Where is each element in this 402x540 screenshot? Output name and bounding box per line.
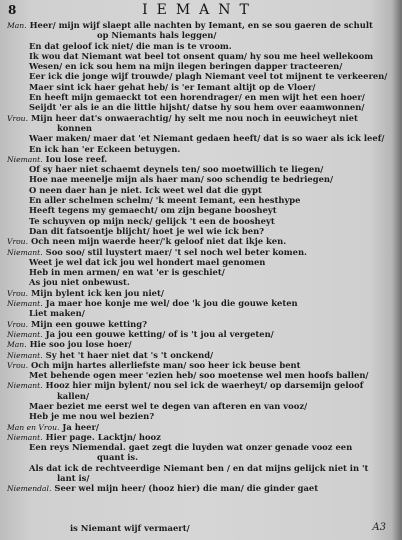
line-text: Hooz hier mijn bylent/ nou sel ick de waerheyt/ op darsemijn geloof	[45, 380, 364, 391]
line-text: Te schuyven op mijn neck/ gelijck 't een de boosheyt	[29, 215, 275, 226]
line-text: Hie soo jou lose hoer/	[29, 339, 132, 350]
line-text: En aller schelmen schelm/ 'k meent Iemant, een hesthype	[29, 195, 301, 206]
speaker-name: Vrou.	[7, 319, 28, 329]
text-line	[7, 164, 390, 174]
line-text: Eer ick die jonge wijf trouwde/ plagh Niemant veel tot mijnent te verkeeren/	[29, 71, 388, 82]
signature-mark: A3	[372, 522, 386, 533]
speaker-name: Man.	[7, 340, 27, 350]
line-text: Hoe nae meenelje mijn als haer man/ soo schendig te bedriegen/	[29, 174, 334, 185]
line-text: Ja maer hoe konje me wel/ doe 'k jou die gouwe keten	[45, 298, 298, 309]
line-text: Met behende ogen meer 'ezien heb/ soo moetense wel men hoofs ballen/	[29, 370, 369, 381]
text-line	[7, 473, 390, 483]
text-line	[7, 113, 390, 123]
speaker-name: Niemendal.	[7, 484, 52, 494]
text-line	[7, 298, 390, 308]
text-line	[7, 123, 390, 133]
text-line	[7, 442, 390, 452]
line-text: Iou lose reef.	[45, 153, 108, 164]
text-line	[7, 133, 390, 143]
speaker-name: Niemant.	[7, 299, 43, 309]
line-text: lant is/	[57, 473, 90, 484]
text-line	[7, 195, 390, 205]
text-line	[7, 339, 390, 349]
speaker-name: Vrou.	[7, 113, 28, 123]
text-line	[7, 463, 390, 473]
speaker-name: Niemant.	[7, 247, 43, 257]
line-text: Weet je wel dat ick jou wel hondert mael genomen	[29, 256, 266, 267]
page-gutter-shadow	[392, 0, 402, 540]
line-text: En dat geloof ick niet/ die man is te vroom.	[29, 40, 232, 51]
text-line	[7, 360, 390, 370]
text-line	[7, 350, 390, 360]
line-text: Mijn een gouwe ketting?	[31, 318, 148, 329]
line-text: Hier page. Lacktjn/ hooz	[45, 431, 161, 442]
text-line	[7, 319, 390, 329]
line-text: Och mijn hartes allerliefste man/ soo heer ick beuse bent	[31, 359, 301, 370]
line-text: Sy het 't haer niet dat 's 't onckend/	[45, 349, 214, 360]
line-text: Seer wel mijn heer/ (hooz hier) die man/ die ginder gaet	[54, 483, 319, 494]
speaker-name: Vrou.	[7, 288, 28, 298]
line-text: Maer beziet me eerst wel te degen van afteren en van vooz/	[29, 400, 308, 411]
line-text: konnen	[57, 122, 92, 133]
line-text: En ick han 'er Eckeen betuygen.	[29, 143, 181, 154]
line-text: Als dat ick de rechtveerdige Niemant ben / en dat mijns gelijck niet in 't	[29, 462, 369, 473]
line-text: En heeft mijn gemaeckt tot een horendrager/ en men wijt het een hoer/	[29, 92, 365, 103]
speaker-name: Niemant.	[7, 381, 43, 391]
text-line	[7, 92, 390, 102]
text-line	[7, 82, 390, 92]
line-text: Een reys Niemendal. gaet zegt die luyden wat onzer genade vooz een	[29, 442, 353, 453]
line-text: Maer sint ick haer gehat heb/ is 'er Iemant altijt op de Vloer/	[29, 81, 316, 92]
line-text: Wesen/ en ick sou hem na mijn ilegen beringen dapper tracteeren/	[29, 61, 343, 72]
text-line	[7, 61, 390, 71]
line-text: Mijn heer dat's onwaerachtig/ hy selt me nou noch in eeuwicheyt niet	[31, 112, 358, 123]
text-line	[7, 452, 390, 462]
line-text: Ja heer/	[62, 421, 99, 432]
text-line	[7, 247, 390, 257]
line-text: Ik wou dat Niemant wat beel tot onsent quam/ hy sou me heel wellekoom	[29, 50, 374, 61]
speaker-name: Vrou.	[7, 237, 28, 247]
page-header	[8, 3, 392, 19]
line-text: kallen/	[57, 390, 90, 401]
text-body	[7, 20, 390, 494]
text-line	[7, 277, 390, 287]
speaker-name: Niemant.	[7, 350, 43, 360]
line-text: quant is.	[97, 452, 139, 463]
text-line	[7, 20, 390, 30]
speaker-name: Man en Vrou.	[7, 422, 60, 432]
line-text: Waer maken/ maer dat 'et Niemant gedaen heeft/ dat is so waer als ick leef/	[29, 133, 385, 144]
text-line	[7, 370, 390, 380]
speaker-name: Niemant.	[7, 432, 43, 442]
line-text: Ja jou een gouwe ketting/ of is 't jou al vergeten/	[45, 328, 274, 339]
text-line	[7, 401, 390, 411]
line-text: Och neen mijn waerde heer/'k geloof niet dat ikje ken.	[31, 236, 287, 247]
line-text: Soo soo/ stil luystert maer/ 't sel noch wel beter komen.	[45, 246, 307, 257]
text-line	[7, 71, 390, 81]
line-text: As jou niet onbewust.	[29, 277, 130, 288]
line-text: Heeft tegens my gemaecht/ om zijn begane boosheyt	[29, 205, 277, 216]
text-line	[7, 144, 390, 154]
text-line	[7, 288, 390, 298]
running-title: IEMANT	[142, 2, 258, 18]
text-line	[7, 30, 390, 40]
line-text: Mijn bylent ick ken jou niet/	[31, 287, 164, 298]
text-line	[7, 308, 390, 318]
text-line	[7, 329, 390, 339]
text-line	[7, 174, 390, 184]
text-line	[7, 391, 390, 401]
speaker-name: Man.	[7, 21, 27, 30]
text-line	[7, 102, 390, 112]
text-line	[7, 185, 390, 195]
line-text: Heb in men armen/ en wat 'er is geschiet/	[29, 267, 225, 278]
text-line	[7, 205, 390, 215]
text-line	[7, 226, 390, 236]
text-line	[7, 411, 390, 421]
text-line	[7, 51, 390, 61]
line-text: Heb je me nou wel bezien?	[29, 411, 155, 422]
text-line	[7, 432, 390, 442]
text-line	[7, 380, 390, 390]
text-line	[7, 257, 390, 267]
text-line	[7, 422, 390, 432]
line-text: Heer/ mijn wijf slaept alle nachten by Iemant, en se sou gaeren de schult	[29, 20, 373, 30]
text-line	[7, 216, 390, 226]
catchword: is Niemant wijf vermaert/	[70, 523, 190, 533]
text-line	[7, 154, 390, 164]
line-text: Of sy haer niet schaemt deynels ten/ soo moetwillich te liegen/	[29, 164, 324, 175]
speaker-name: Vrou.	[7, 360, 28, 370]
line-text: O neen daer han je niet. Ick weet wel dat die gypt	[29, 184, 262, 195]
line-text: Dan dit fatsoentje blijcht/ hoet je wel wie ick ben?	[29, 225, 265, 236]
line-text: Liet maken/	[29, 308, 85, 319]
page-number: 8	[8, 3, 17, 17]
line-text: op Niemants hals leggen/	[97, 30, 217, 41]
text-line	[7, 267, 390, 277]
text-line	[7, 41, 390, 51]
text-line	[7, 483, 390, 493]
line-text: Seijdt 'er als ie an die little hijsht/ datse hy sou hem over eaamwonnen/	[29, 102, 365, 113]
text-line	[7, 236, 390, 246]
speaker-name: Niemant.	[7, 154, 43, 164]
speaker-name: Niemant.	[7, 329, 43, 339]
